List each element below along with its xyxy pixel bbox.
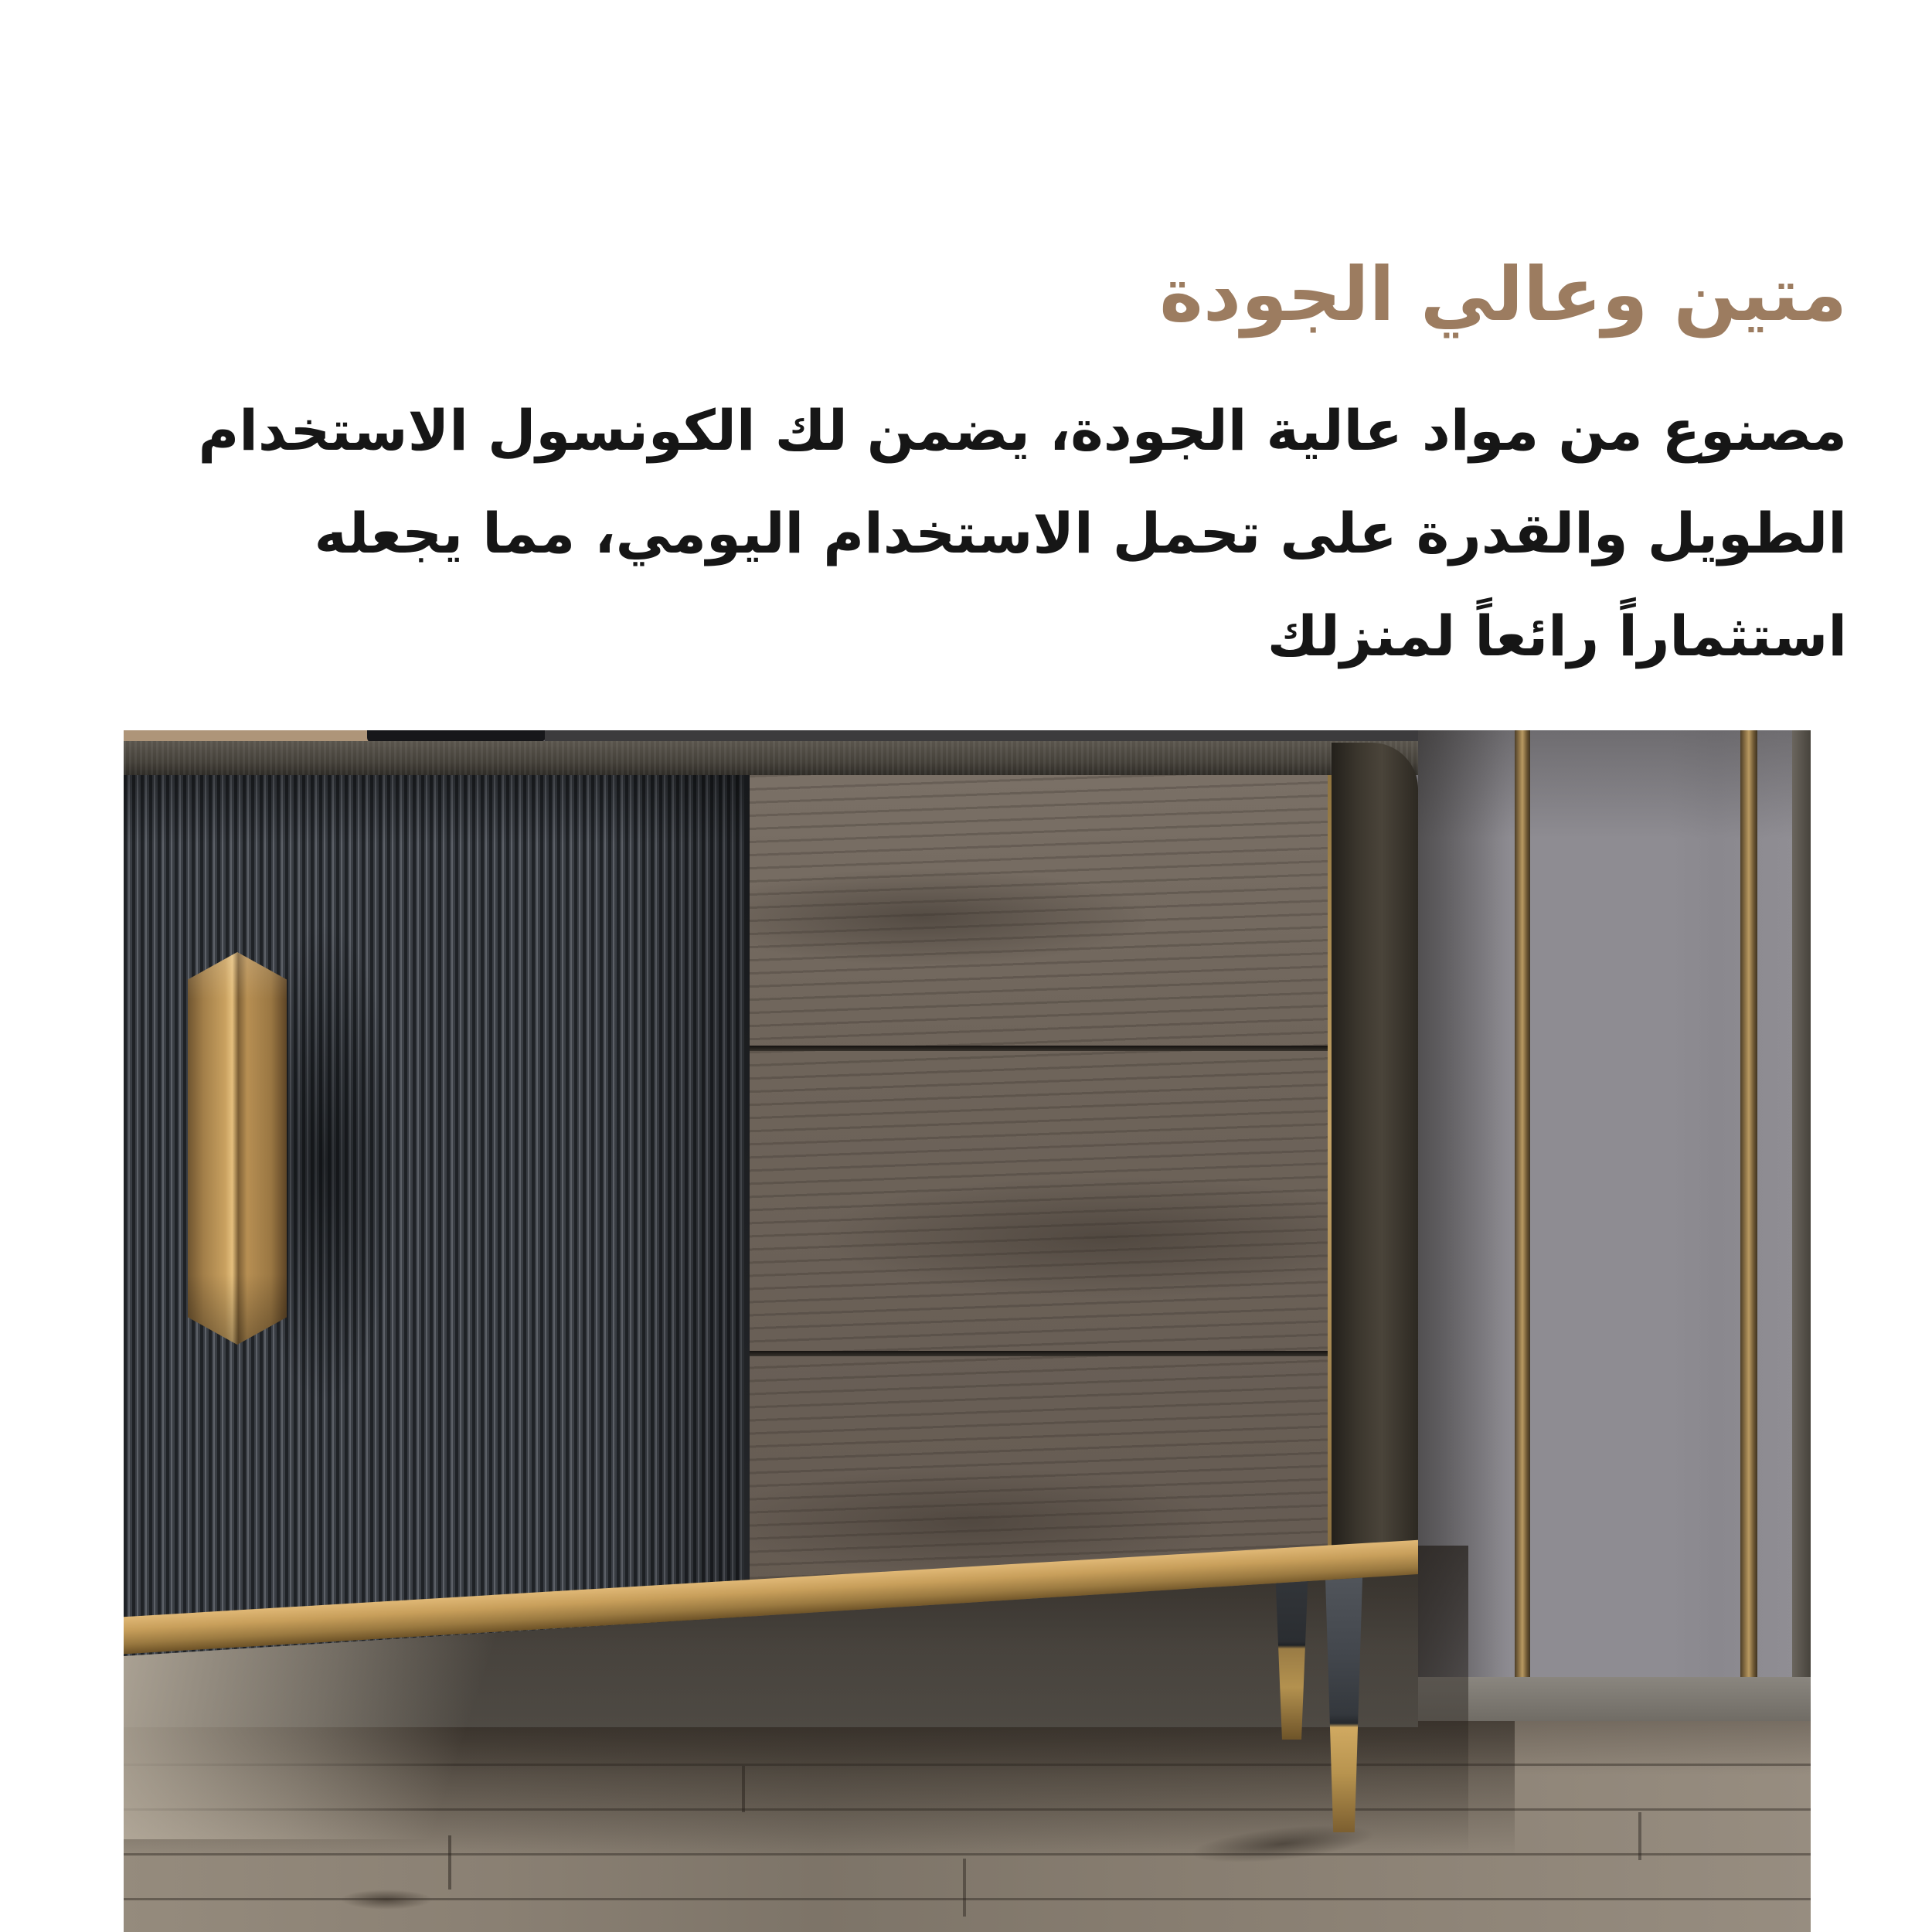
wall-panel-bronze-trim-right	[1740, 730, 1757, 1682]
cabinet-side-panel	[1332, 743, 1418, 1662]
door-drawer-divider	[744, 775, 750, 1664]
marketing-text-block	[85, 246, 1847, 688]
cabinet-top-surface	[124, 741, 1418, 775]
product-photo	[124, 730, 1811, 1932]
floor-wood-knot	[340, 1889, 433, 1910]
body-line-1: مصنوع من مواد عالية الجودة، يضمن لك الكونسول الاستخدام	[198, 397, 1847, 463]
cabinet-wall-shadow	[1418, 730, 1511, 1689]
wall-panel-dark-edge	[1792, 730, 1811, 1682]
brass-door-handle	[188, 952, 287, 1345]
floor-plank-seam	[963, 1859, 966, 1917]
drawer-seam	[750, 1351, 1328, 1356]
wall-panel-bronze-trim-left	[1515, 730, 1530, 1682]
drawer-stack	[750, 775, 1328, 1664]
console-cabinet	[124, 730, 1418, 1665]
drawer-seam	[750, 1046, 1328, 1051]
body-line-3: استثماراً رائعاً لمنزلك	[1267, 603, 1847, 668]
page-title: متين وعالي الجودة	[1159, 251, 1847, 338]
body-line-2: الطويل والقدرة على تحمل الاستخدام اليومي، مما يجعله	[314, 500, 1847, 566]
handle-recess-shadow	[272, 927, 396, 1399]
floor-plank-seam	[1638, 1812, 1641, 1860]
